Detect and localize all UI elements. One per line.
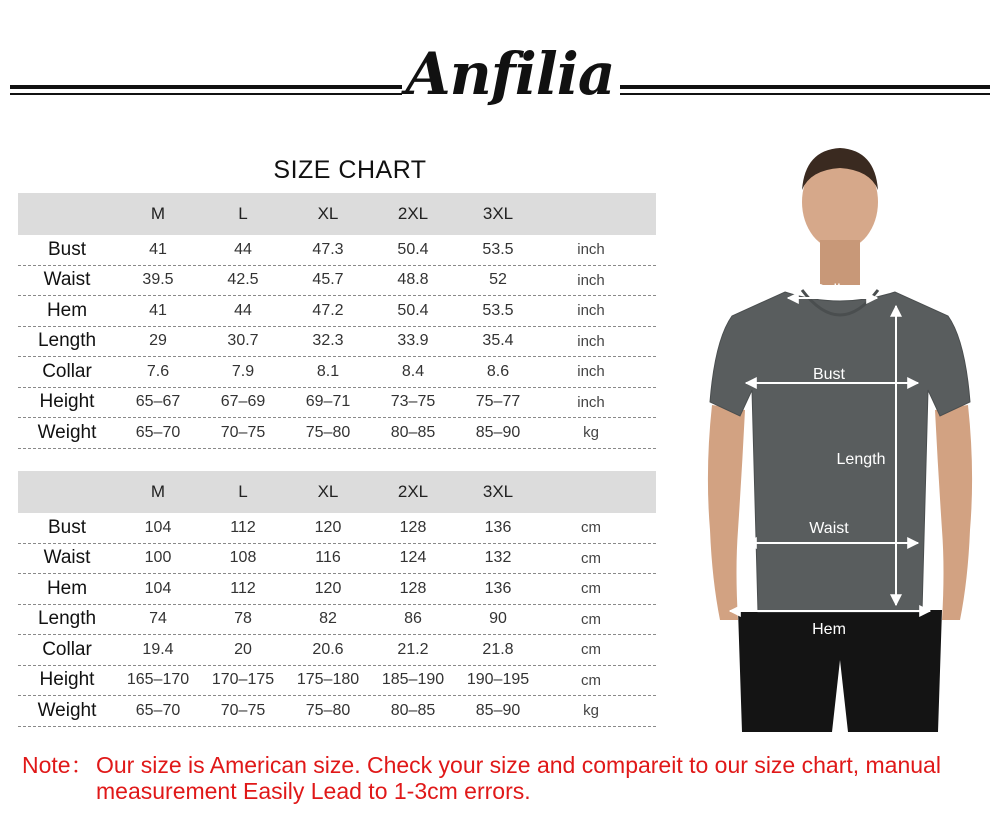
table-cell: 175–180 bbox=[296, 671, 360, 689]
table-cell: 120 bbox=[314, 518, 342, 536]
unit-cell: cm bbox=[581, 641, 601, 659]
chart-title: SIZE CHART bbox=[273, 156, 427, 184]
table-cell: 65–70 bbox=[135, 701, 181, 719]
table-cell: 70–75 bbox=[220, 701, 266, 719]
table-cell: 8.6 bbox=[486, 362, 510, 380]
label-hem: Hem bbox=[812, 621, 846, 638]
size-table-cm bbox=[18, 471, 656, 727]
table-cell: 132 bbox=[484, 549, 512, 567]
table-cell: 65–70 bbox=[135, 423, 181, 441]
table-cell: 136 bbox=[484, 579, 512, 597]
table-row bbox=[18, 574, 656, 605]
table-header bbox=[18, 193, 656, 235]
table-cell: 104 bbox=[144, 518, 172, 536]
table-cell: 44 bbox=[234, 301, 252, 319]
table-cell: 165–170 bbox=[126, 671, 190, 689]
table-cell: 124 bbox=[399, 549, 427, 567]
row-label: Bust bbox=[47, 516, 87, 538]
brand-logo: Anfilia bbox=[405, 40, 615, 108]
note-prefix: Note： bbox=[22, 752, 94, 778]
table-cell: 116 bbox=[315, 549, 341, 567]
row-label: Bust bbox=[47, 238, 87, 260]
size-header: 2XL bbox=[397, 204, 429, 223]
unit-cell: inch bbox=[577, 393, 605, 411]
header-rule-right bbox=[620, 85, 990, 96]
table-row bbox=[18, 418, 656, 449]
table-row bbox=[18, 388, 656, 419]
label-waist: Waist bbox=[809, 520, 849, 537]
label-collar: Collar bbox=[813, 282, 855, 299]
table-cell: 7.6 bbox=[146, 362, 170, 380]
table-cell: 104 bbox=[144, 579, 172, 597]
unit-cell: inch bbox=[577, 332, 605, 350]
size-header: XL bbox=[317, 204, 339, 223]
table-cell: 73–75 bbox=[390, 393, 436, 411]
table-cell: 42.5 bbox=[227, 271, 259, 289]
model-head bbox=[802, 148, 878, 285]
unit-cell: inch bbox=[577, 271, 605, 289]
size-table-inch bbox=[18, 193, 656, 449]
table-cell: 112 bbox=[230, 518, 256, 536]
size-header: 3XL bbox=[482, 204, 514, 223]
unit-cell: kg bbox=[583, 424, 599, 442]
table-cell: 100 bbox=[144, 549, 172, 567]
table-cell: 21.2 bbox=[397, 640, 429, 658]
tshirt-model-illustration bbox=[690, 140, 990, 740]
row-label: Height bbox=[39, 669, 95, 691]
row-label: Length bbox=[37, 330, 97, 352]
table-cell: 8.1 bbox=[316, 362, 340, 380]
table-cell: 52 bbox=[489, 271, 507, 289]
table-cell: 41 bbox=[149, 240, 167, 258]
row-label: Collar bbox=[42, 638, 92, 660]
table-cell: 21.8 bbox=[482, 640, 514, 658]
unit-cell: cm bbox=[581, 580, 601, 598]
row-label: Length bbox=[37, 608, 97, 630]
table-cell: 170–175 bbox=[211, 671, 275, 689]
row-label: Collar bbox=[42, 360, 92, 382]
table-row bbox=[18, 296, 656, 327]
table-row bbox=[18, 513, 656, 544]
table-cell: 7.9 bbox=[231, 362, 255, 380]
row-label: Waist bbox=[43, 547, 91, 569]
table-header bbox=[18, 471, 656, 513]
size-header: 3XL bbox=[482, 482, 514, 501]
row-label: Weight bbox=[37, 421, 97, 443]
table-cell: 85–90 bbox=[475, 701, 521, 719]
unit-cell: cm bbox=[581, 610, 601, 628]
row-label: Weight bbox=[37, 699, 97, 721]
table-cell: 128 bbox=[399, 579, 427, 597]
table-cell: 86 bbox=[404, 610, 422, 628]
table-cell: 65–67 bbox=[135, 393, 181, 411]
table-cell: 44 bbox=[234, 240, 252, 258]
label-bust: Bust bbox=[812, 366, 846, 383]
table-cell: 50.4 bbox=[397, 240, 429, 258]
table-cell: 190–195 bbox=[466, 671, 530, 689]
row-label: Height bbox=[39, 391, 95, 413]
table-cell: 75–77 bbox=[475, 393, 521, 411]
table-row bbox=[18, 266, 656, 297]
note-line1: Our size is American size. Check your size and compareit to our size chart, manual bbox=[96, 752, 941, 778]
unit-cell: cm bbox=[581, 519, 601, 537]
table-cell: 41 bbox=[149, 301, 167, 319]
table-cell: 53.5 bbox=[482, 301, 514, 319]
table-cell: 108 bbox=[229, 549, 257, 567]
table-cell: 48.8 bbox=[397, 271, 429, 289]
table-cell: 120 bbox=[314, 579, 342, 597]
table-cell: 90 bbox=[489, 610, 507, 628]
table-cell: 20.6 bbox=[312, 640, 344, 658]
table-cell: 29 bbox=[149, 332, 167, 350]
table-cell: 20 bbox=[234, 640, 252, 658]
table-cell: 32.3 bbox=[312, 332, 344, 350]
size-header: L bbox=[238, 482, 248, 501]
table-cell: 53.5 bbox=[482, 240, 514, 258]
size-header: 2XL bbox=[397, 482, 429, 501]
table-cell: 80–85 bbox=[390, 423, 436, 441]
table-cell: 47.3 bbox=[312, 240, 344, 258]
table-cell: 185–190 bbox=[381, 671, 445, 689]
table-cell: 45.7 bbox=[312, 271, 344, 289]
table-row bbox=[18, 666, 656, 697]
size-header: M bbox=[150, 482, 166, 501]
table-row bbox=[18, 235, 656, 266]
label-length: Length bbox=[836, 451, 886, 468]
unit-cell: inch bbox=[577, 363, 605, 381]
size-note bbox=[22, 752, 982, 804]
table-cell: 30.7 bbox=[227, 332, 259, 350]
table-row bbox=[18, 605, 656, 636]
table-row bbox=[18, 635, 656, 666]
unit-cell: inch bbox=[577, 241, 605, 259]
table-cell: 75–80 bbox=[305, 423, 351, 441]
table-row bbox=[18, 357, 656, 388]
row-label: Hem bbox=[46, 299, 88, 321]
table-cell: 8.4 bbox=[401, 362, 425, 380]
table-cell: 67–69 bbox=[220, 393, 266, 411]
table-cell: 85–90 bbox=[475, 423, 521, 441]
table-cell: 50.4 bbox=[397, 301, 429, 319]
table-row bbox=[18, 327, 656, 358]
size-header: XL bbox=[317, 482, 339, 501]
table-cell: 128 bbox=[399, 518, 427, 536]
unit-cell: cm bbox=[581, 549, 601, 567]
note-line2: measurement Easily Lead to 1-3cm errors. bbox=[96, 778, 531, 804]
table-row bbox=[18, 696, 656, 727]
table-cell: 70–75 bbox=[220, 423, 266, 441]
table-cell: 74 bbox=[149, 610, 167, 628]
table-cell: 39.5 bbox=[142, 271, 174, 289]
table-cell: 35.4 bbox=[482, 332, 514, 350]
table-cell: 112 bbox=[230, 579, 256, 597]
unit-cell: inch bbox=[577, 302, 605, 320]
size-header: L bbox=[238, 204, 248, 223]
table-cell: 69–71 bbox=[305, 393, 351, 411]
unit-cell: cm bbox=[581, 671, 601, 689]
table-row bbox=[18, 544, 656, 575]
table-cell: 47.2 bbox=[312, 301, 344, 319]
table-cell: 75–80 bbox=[305, 701, 351, 719]
table-cell: 33.9 bbox=[397, 332, 429, 350]
table-cell: 80–85 bbox=[390, 701, 436, 719]
size-header: M bbox=[150, 204, 166, 223]
model-figure bbox=[690, 140, 990, 740]
header-rule-left bbox=[10, 85, 402, 96]
row-label: Hem bbox=[46, 577, 88, 599]
table-cell: 136 bbox=[484, 518, 512, 536]
table-cell: 78 bbox=[234, 610, 252, 628]
unit-cell: kg bbox=[583, 702, 599, 720]
table-cell: 19.4 bbox=[142, 640, 174, 658]
table-cell: 82 bbox=[319, 610, 337, 628]
row-label: Waist bbox=[43, 269, 91, 291]
